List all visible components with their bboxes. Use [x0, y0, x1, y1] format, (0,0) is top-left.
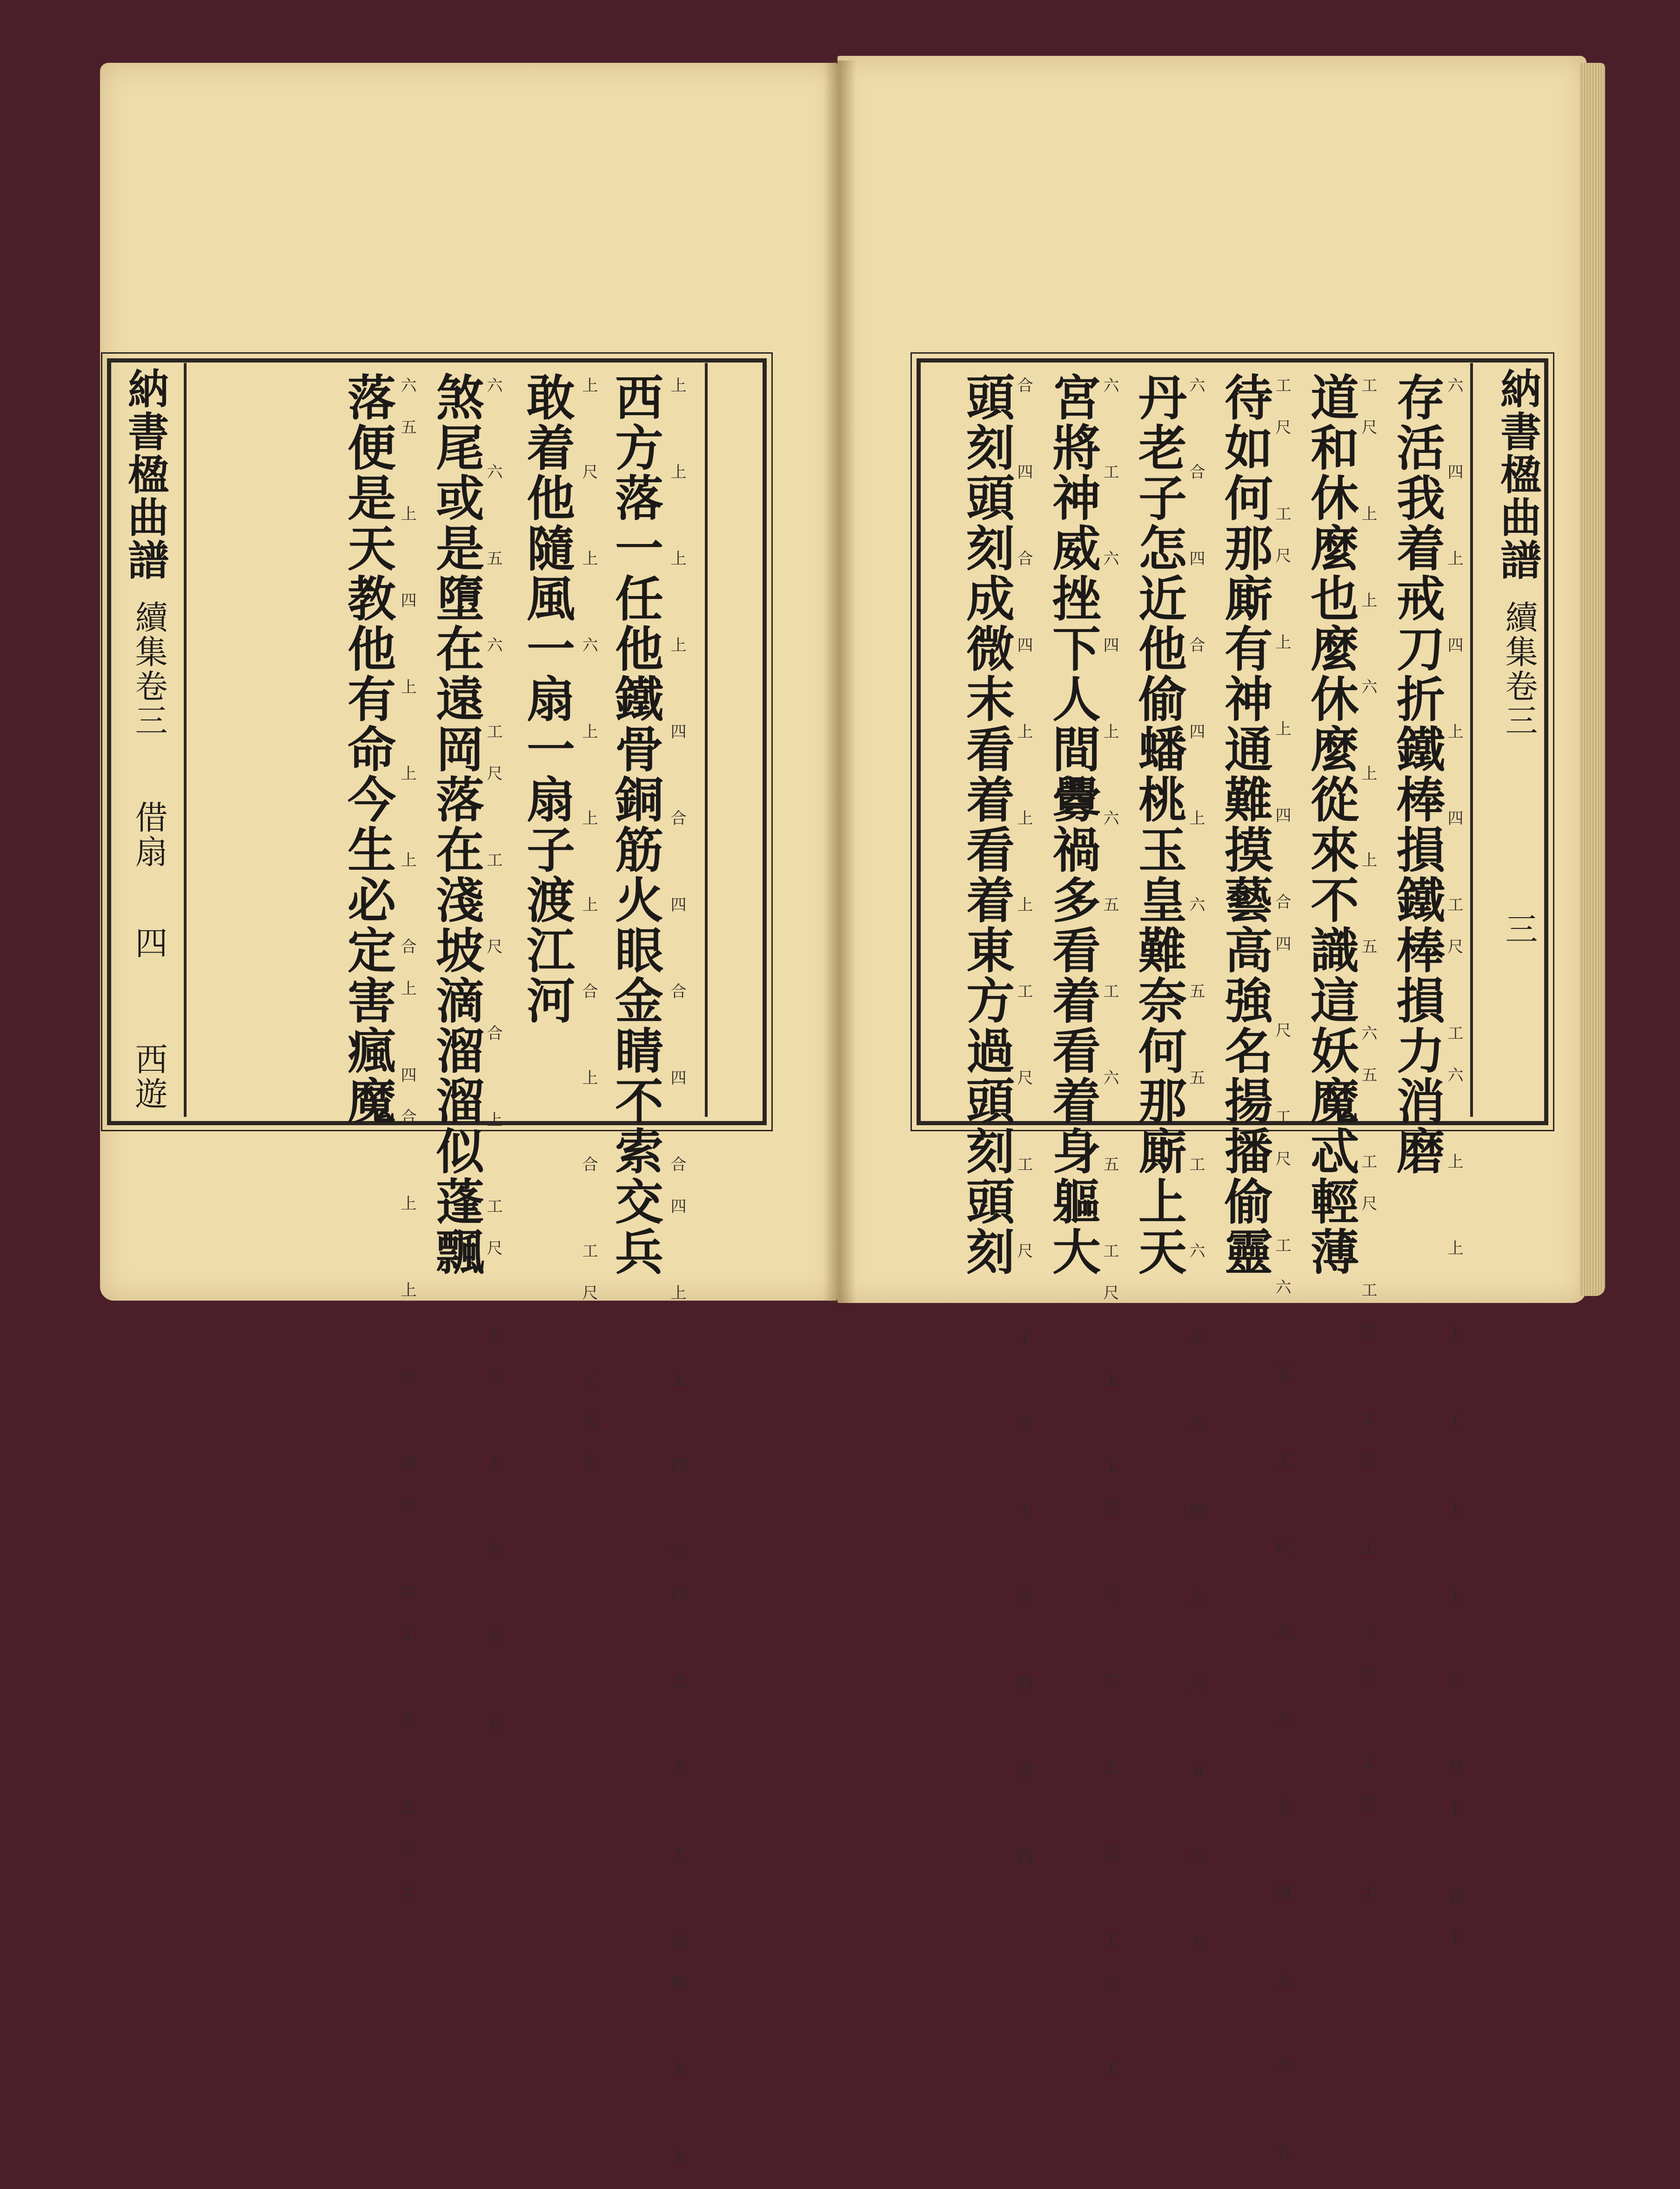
left-margin-rule: [184, 363, 187, 1117]
right-lyric-col-5: 宮將神威挫下人間釁禍多看着看着身軀大: [1044, 372, 1101, 1277]
left-lyric-col-3: 煞尾或是墮在遠岡落在淺坡滴溜溜似蓬飄: [428, 372, 485, 1277]
left-lyric-col-2: 敢着他隨風一扇一扇子渡江河: [518, 372, 576, 1026]
right-margin-volume: 續集卷三: [1500, 600, 1538, 738]
left-lyric-col-1: 西方落一任他鐵骨銅筋火眼金睛不索交兵: [607, 372, 664, 1277]
left-notation-col-3: 六 六 五 六 工尺 工 尺 合 上 工尺 工六 上 六 五 五: [484, 377, 502, 1756]
right-notation-col-2: 工尺 上 上 六 上 上 五 六五 工尺 工尺 工尺 上 工尺 工尺 上: [1359, 377, 1377, 1924]
right-lyric-col-4: 丹老子怎近他偷蟠桃玉皇難奈何那廝上天: [1130, 372, 1187, 1277]
right-notation-col-3: 工尺 工尺 上 上 四 合四 尺 工尺 工六 五 工 尺 六 六 上 四 上 六 五: [1272, 377, 1291, 2186]
right-notation-col-5: 六 工 六 四 上 六 五 工 六 五 工尺 上 工尺 尺 工 工 尺 工尺 工: [1100, 377, 1119, 2102]
left-notation-col-4: 六五 上 四 上 上 上 合上 四合 上 上 合 四合 合上 上 工尺上: [398, 377, 416, 1924]
left-margin-play: 西遊: [130, 1042, 168, 1111]
right-lyric-col-3: 待如何那廝有神通難摸藝高強名揚播偷靈: [1216, 372, 1273, 1277]
right-notation-col-1: 六 四 上 四 上 四 工尺 工六 上 上 上 工 上 上 工 尺上 合上: [1445, 377, 1463, 1971]
right-lyric-col-6: 頭刻頭刻成微末看着看着東方過頭刻頭刻: [958, 372, 1015, 1277]
left-margin-volume: 續集卷三: [130, 600, 168, 738]
left-lyric-col-4: 落便是天教他有命今生必定害瘋魔: [339, 372, 396, 1126]
left-notation-col-2: 上 尺 上 六 上 上 上 合 上 合 工尺 工尺上: [579, 377, 598, 1497]
left-margin-page: 四: [130, 926, 168, 960]
book-gutter: [823, 60, 856, 1303]
right-margin-rule: [1470, 363, 1473, 1117]
left-text-rule: [705, 363, 708, 1117]
left-margin-scene: 借扇: [130, 800, 168, 869]
right-notation-col-4: 六 合 四 合 四 上 六 五 五 工 六 工 六 四 上 六 五 六 五: [1186, 377, 1205, 1977]
left-notation-col-1: 上 上 上 上 四 合 四 合 四 合四 上 上 四 合四 上 上 工 合四 上 上: [668, 377, 686, 2189]
right-margin-title: 納書楹曲譜: [1494, 368, 1542, 582]
page-edges: [1580, 63, 1605, 1296]
right-notation-col-6: 合 四 合 四 上 上 上 工 尺 工 尺 工 尺 工 合 四 合 四: [1014, 377, 1033, 1890]
left-margin-title: 納書楹曲譜: [121, 368, 170, 582]
right-lyric-col-2: 道和休麼也麼休麼從來不識這妖魔忒輕薄: [1302, 372, 1359, 1277]
right-margin-page: 三: [1500, 912, 1538, 947]
right-lyric-col-1: 存活我着戒刀折鐵棒損鐵棒損力消磨: [1388, 372, 1446, 1176]
